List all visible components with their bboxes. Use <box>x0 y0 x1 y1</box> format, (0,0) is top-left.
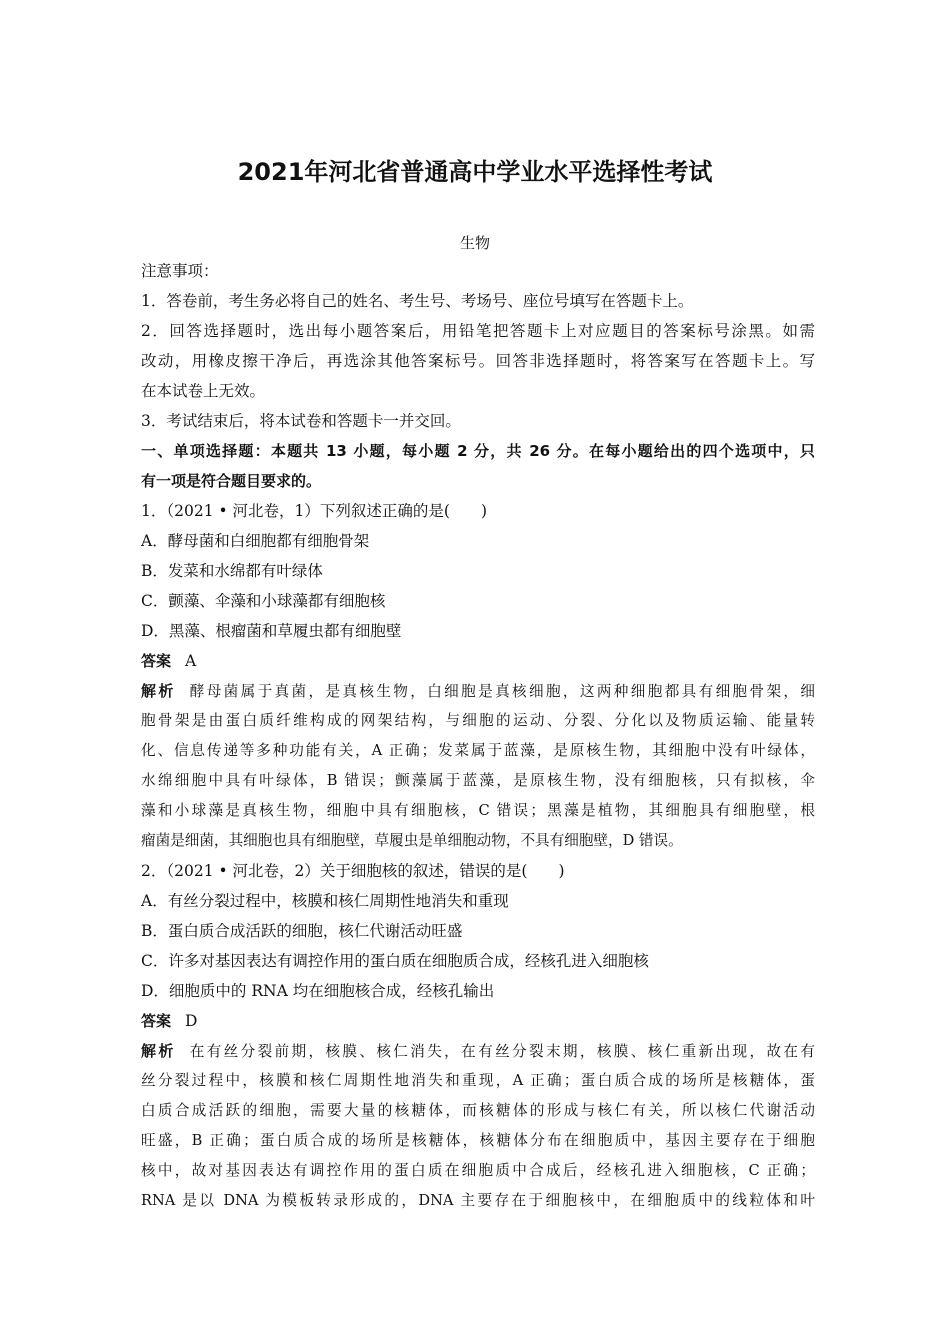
answer-label: 答案 <box>141 652 172 670</box>
option-b: B．发菜和水绵都有叶绿体 <box>141 562 323 580</box>
explanation-text: 酵母菌属于真菌，是真核生物，白细胞是真核细胞，这两种细胞都具有细胞骨架，细 <box>189 683 815 700</box>
explanation-line <box>141 1036 815 1066</box>
explanation-line: 核中，故对基因表达有调控作用的蛋白质在细胞质中合成后，经核孔进入细胞核，C 正确； <box>141 1162 815 1179</box>
question-1 <box>141 496 815 856</box>
note-item: 改动，用橡皮擦干净后，再选涂其他答案标号。回答非选择题时，将答案写在答题卡上。写 <box>141 352 815 370</box>
explanation-line: 丝分裂过程中，核膜和核仁周期性地消失和重现，A 正确；蛋白质合成的场所是核糖体，蛋 <box>141 1072 815 1089</box>
explanation-label: 解析 <box>141 1042 176 1060</box>
option-b: B．蛋白质合成活跃的细胞，核仁代谢活动旺盛 <box>141 922 463 940</box>
section-heading: 一、单项选择题：本题共 13 小题，每小题 2 分，共 26 分。在每小题给出的四个选项中，只 <box>141 442 815 460</box>
option-c: C．许多对基因表达有调控作用的蛋白质在细胞质合成，经核孔进入细胞核 <box>141 952 649 970</box>
answer-row <box>141 646 815 676</box>
exam-content <box>141 256 815 1216</box>
option-c: C．颤藻、伞藻和小球藻都有细胞核 <box>141 592 386 610</box>
question-stem: 1．（2021 • 河北卷，1）下列叙述正确的是( ) <box>141 502 488 520</box>
explanation-line: 化、信息传递等多种功能有关，A 正确；发菜属于蓝藻，是原核生物，其细胞中没有叶绿体， <box>141 742 815 759</box>
answer-value: D <box>185 1012 198 1030</box>
notes-heading: 注意事项： <box>141 262 219 280</box>
answer-label: 答案 <box>141 1012 172 1030</box>
note-item: 在本试卷上无效。 <box>141 382 266 400</box>
note-item: 2．回答选择题时，选出每小题答案后，用铅笔把答题卡上对应题目的答案标号涂黑。如需 <box>141 322 815 340</box>
explanation-line: RNA 是以 DNA 为模板转录形成的，DNA 主要存在于细胞核中，在细胞质中的线粒体和叶 <box>141 1192 815 1209</box>
subject-heading: 生物 <box>459 234 490 252</box>
explanation-line: 胞骨架是由蛋白质纤维构成的网架结构，与细胞的运动、分裂、分化以及物质运输、能量转 <box>141 712 815 729</box>
section-heading-cont: 有一项是符合题目要求的。 <box>141 472 322 490</box>
explanation-line <box>141 676 815 706</box>
explanation-line: 藻和小球藻是真核生物，细胞中具有细胞核，C 错误；黑藻是植物，其细胞具有细胞壁，根 <box>141 802 815 819</box>
explanation-line: 旺盛，B 正确；蛋白质合成的场所是核糖体，核糖体分布在细胞质中，基因主要存在于细胞 <box>141 1132 815 1149</box>
page-title: 2021年河北省普通高中学业水平选择性考试 <box>237 158 713 186</box>
answer-row <box>141 1006 815 1036</box>
question-2 <box>141 856 815 1216</box>
option-d: D．黑藻、根瘤菌和草履虫都有细胞壁 <box>141 622 402 640</box>
answer-value: A <box>185 652 197 670</box>
explanation-line: 白质合成活跃的细胞，需要大量的核糖体，而核糖体的形成与核仁有关，所以核仁代谢活动 <box>141 1102 815 1119</box>
explanation-label: 解析 <box>141 682 176 700</box>
explanation-line: 瘤菌是细菌，其细胞也具有细胞壁，草履虫是单细胞动物，不具有细胞壁，D 错误。 <box>141 832 683 849</box>
option-d: D．细胞质中的 RNA 均在细胞核合成，经核孔输出 <box>141 982 495 1000</box>
question-stem: 2．（2021 • 河北卷，2）关于细胞核的叙述，错误的是( ) <box>141 862 565 880</box>
note-item: 3．考试结束后，将本试卷和答题卡一并交回。 <box>141 412 461 430</box>
explanation-text: 在有丝分裂前期，核膜、核仁消失，在有丝分裂末期，核膜、核仁重新出现，故在有 <box>189 1043 815 1060</box>
option-a: A．酵母菌和白细胞都有细胞骨架 <box>141 532 370 550</box>
note-item: 1．答卷前，考生务必将自己的姓名、考生号、考场号、座位号填写在答题卡上。 <box>141 292 694 310</box>
explanation-line: 水绵细胞中具有叶绿体，B 错误；颤藻属于蓝藻，是原核生物，没有细胞核，只有拟核，伞 <box>141 772 815 789</box>
option-a: A．有丝分裂过程中，核膜和核仁周期性地消失和重现 <box>141 892 509 910</box>
